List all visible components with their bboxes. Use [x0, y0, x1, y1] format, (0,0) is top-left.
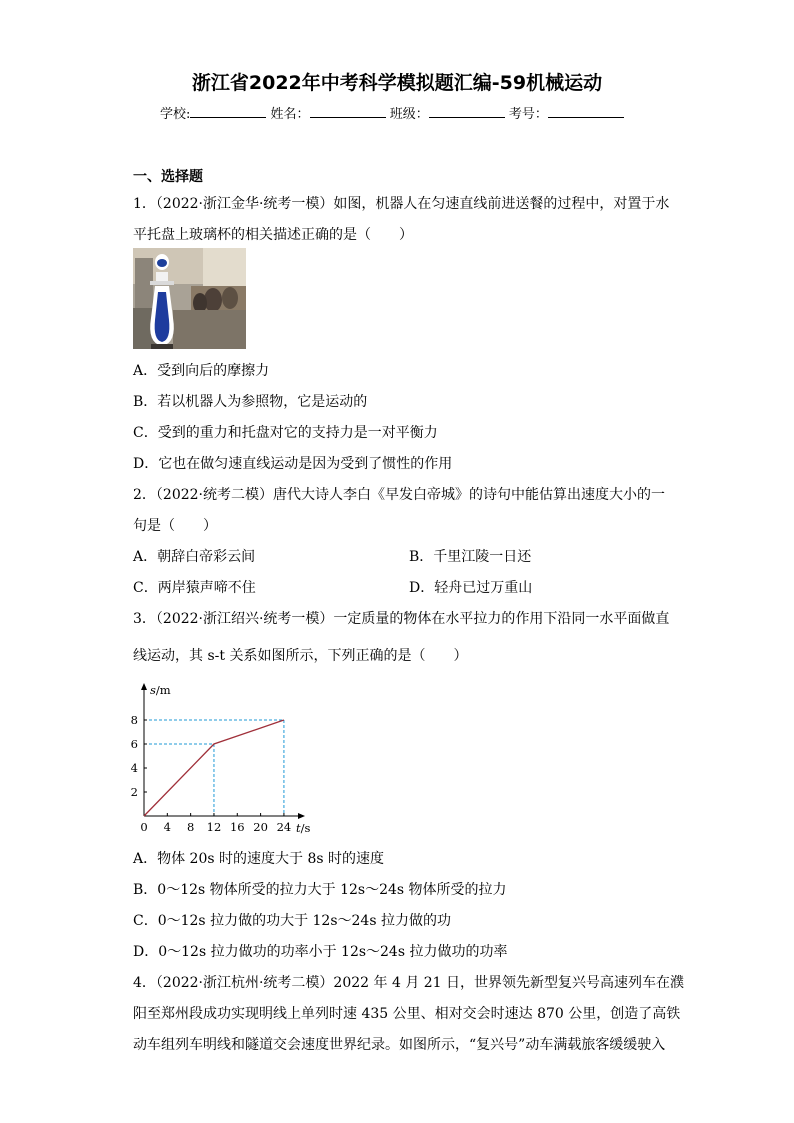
- q2-stem-line2: 句是（ ）: [133, 518, 217, 534]
- class-label: 班级：: [389, 107, 429, 122]
- x-tick-label: 0: [140, 820, 148, 834]
- q4-stem-line1: 4．（2022·浙江杭州·统考二模）2022 年 4 月 21 日，世界领先新型复兴号高速列车在濮: [133, 975, 685, 991]
- x-tick-label: 8: [186, 820, 195, 834]
- q2-option-a: A．朝辞白帝彩云间: [133, 549, 256, 565]
- q1-option-c: C．受到的重力和托盘对它的支持力是一对平衡力: [133, 425, 438, 441]
- q3-option-c: C．0～12s 拉力做的功大于 12s～24s 拉力做的功: [133, 913, 451, 929]
- q1-stem-line1: 1．（2022·浙江金华·统考一模）如图，机器人在匀速直线前进送餐的过程中，对置于水: [133, 196, 670, 212]
- school-blank: [190, 105, 266, 118]
- q4-stem-line3: 动车组列车明线和隧道交会速度世界纪录。如图所示，“复兴号”动车满载旅客缓缓驶入: [133, 1037, 666, 1053]
- y-tick-label: 8: [130, 713, 138, 727]
- q2-option-c: C．两岸猿声啼不住: [133, 580, 256, 596]
- q2-stem-line1: 2．（2022·统考二模）唐代大诗人李白《早发白帝城》的诗句中能估算出速度大小的一: [133, 487, 665, 503]
- x-axis-label: t/s: [296, 821, 311, 835]
- y-tick-label: 6: [130, 737, 138, 751]
- page-title: 浙江省2022年中考科学模拟题汇编-59机械运动: [191, 72, 603, 94]
- q3-option-d: D．0～12s 拉力做功的功率小于 12s～24s 拉力做功的功率: [133, 944, 508, 960]
- class-blank: [429, 105, 505, 118]
- q1-stem-line2: 平托盘上玻璃杯的相关描述正确的是（ ）: [133, 227, 413, 243]
- name-blank: [310, 105, 386, 118]
- q4-stem-line2: 阳至郑州段成功实现明线上单列时速 435 公里、相对交会时速达 870 公里，创造了高铁: [133, 1006, 681, 1022]
- x-tick-label: 16: [229, 820, 245, 834]
- y-axis-label: s/m: [150, 683, 171, 697]
- q1-option-d: D．它也在做匀速直线运动是因为受到了惯性的作用: [133, 456, 453, 472]
- x-tick-label: 24: [276, 820, 292, 834]
- q1-option-a: A．受到向后的摩擦力: [133, 363, 270, 379]
- name-label: 姓名：: [270, 107, 310, 122]
- q1-option-b: B．若以机器人为参照物，它是运动的: [133, 394, 368, 410]
- q3-option-a: A．物体 20s 时的速度大于 8s 时的速度: [133, 851, 385, 867]
- y-tick-label: 2: [130, 785, 138, 799]
- y-tick-label: 4: [130, 761, 138, 775]
- section-heading: 一、选择题: [133, 169, 203, 185]
- school-label: 学校:: [160, 107, 191, 122]
- x-tick-label: 20: [253, 820, 268, 834]
- number-label: 考号：: [508, 107, 548, 122]
- x-tick-label: 4: [163, 820, 171, 834]
- q3-stem-line1: 3．（2022·浙江绍兴·统考一模）一定质量的物体在水平拉力的作用下沿同一水平面做直: [133, 611, 670, 627]
- number-blank: [548, 105, 624, 118]
- q2-option-d: D．轻舟已过万重山: [409, 580, 533, 596]
- q3-stem-line2: 线运动，其 s-t 关系如图所示，下列正确的是（ ）: [133, 648, 468, 664]
- student-info-row: [160, 103, 624, 122]
- s-t-graph: [128, 676, 318, 836]
- x-tick-label: 12: [206, 820, 222, 834]
- robot-waiter-photo: [133, 248, 246, 349]
- q3-option-b: B．0～12s 物体所受的拉力大于 12s～24s 物体所受的拉力: [133, 882, 507, 898]
- q2-option-b: B．千里江陵一日还: [409, 549, 532, 565]
